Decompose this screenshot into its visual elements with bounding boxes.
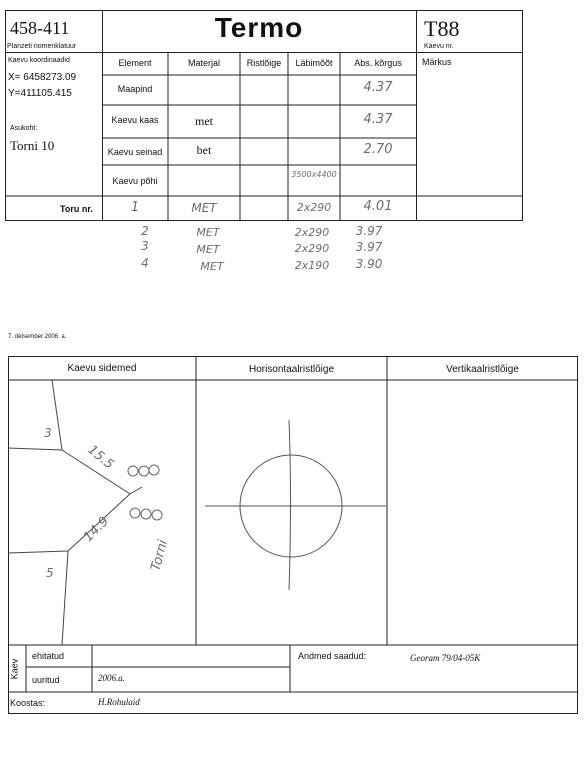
pipe-number: 3: [141, 239, 149, 253]
pipe-label: Toru nr.: [60, 204, 93, 214]
sheet-label: Planzeti nomenklatuur: [7, 43, 77, 50]
well-id-label: Kaevu nr.: [424, 43, 454, 50]
pipe-material: MET: [191, 201, 217, 215]
table-row-element: Kaevu põhi: [112, 176, 158, 186]
author-value: H.Rohulaid: [98, 697, 140, 707]
sheet-number: 458-411: [10, 18, 70, 38]
author-label: Koostas:: [10, 698, 46, 708]
location-value: Torni 10: [10, 138, 55, 153]
sketch-label: 5: [46, 566, 54, 580]
pipe-height: 4.01: [363, 199, 393, 214]
sketch-label: 3: [44, 426, 52, 440]
table-row-height: 2.70: [363, 142, 393, 157]
surveyed-value: 2006.a.: [98, 673, 125, 683]
pipe-height: 3.90: [355, 257, 383, 271]
pipe-height: 3.97: [355, 240, 383, 254]
sketch-label: 14.9: [80, 513, 113, 546]
table-row-height: 4.37: [363, 80, 393, 95]
kaev-label: Kaev: [9, 658, 20, 680]
table-row-element: Maapind: [117, 84, 153, 94]
pipe-diameter: 2x290: [294, 242, 330, 255]
col-header-section: Ristlõige: [246, 58, 282, 68]
y-coordinate: Y=411105.415: [8, 88, 72, 99]
panel-title-horizontal: Horisontaalristlõige: [248, 364, 335, 375]
panel-title-links: Kaevu sidemed: [67, 363, 137, 374]
panel-title-vertical: Vertikaalristlõige: [446, 364, 519, 375]
sketch-label: 15.5: [84, 442, 117, 473]
col-header-diameter: Läbimõõt: [295, 58, 333, 68]
pipe-material: MET: [196, 243, 220, 256]
col-header-notes: Märkus: [422, 57, 452, 67]
table-row-element: Kaevu kaas: [111, 115, 159, 125]
pipe-diameter: 2x190: [294, 259, 330, 272]
pipe-material: MET: [200, 260, 224, 273]
pipe-number: 2: [141, 224, 149, 238]
sketch-label: Torni: [148, 538, 172, 573]
surveyed-label: uuritud: [32, 675, 60, 685]
col-header-height: Abs. kõrgus: [354, 58, 402, 68]
table-row-material: met: [195, 114, 213, 128]
x-coordinate: X= 6458273.09: [8, 72, 77, 83]
table-row-element: Kaevu seinad: [107, 147, 163, 157]
page-title: Termo: [214, 12, 304, 43]
well-id: T88: [424, 16, 460, 41]
source-value: Georam 79/04-05K: [410, 653, 481, 663]
pipe-height: 3.97: [355, 224, 383, 238]
col-header-element: Element: [118, 58, 152, 68]
table-row-material: bet: [196, 143, 212, 157]
pipe-number: 1: [130, 200, 140, 215]
source-label: Andmed saadud:: [298, 651, 367, 661]
pipe-diameter: 2x290: [294, 226, 330, 239]
location-label: Asukoht:: [10, 125, 38, 132]
built-label: ehitatud: [32, 651, 65, 661]
pipe-diameter: 2x290: [296, 201, 332, 214]
coords-label: Kaevu koordinaadid: [8, 57, 70, 64]
pipe-material: MET: [196, 226, 220, 239]
document-date: 7. detsember 2006. a.: [8, 334, 67, 340]
pipe-number: 4: [141, 256, 149, 270]
table-row-height: 4.37: [363, 112, 393, 127]
col-header-material: Materjal: [187, 58, 220, 68]
table-row-diameter: 3500x4400: [291, 170, 337, 179]
